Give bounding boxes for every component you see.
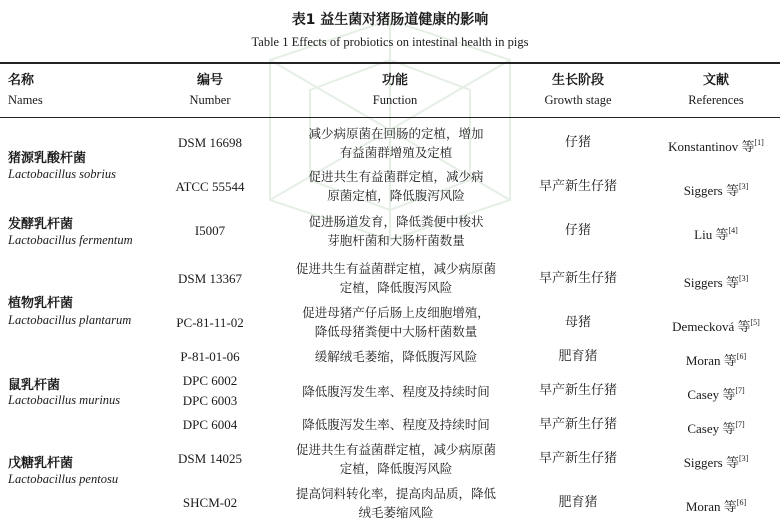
strain-number: ATCC 55544 — [175, 179, 245, 194]
reference-index: [3] — [738, 274, 749, 283]
reference — [652, 134, 780, 156]
function-line: 促进肠道发育，降低粪便中梭状 — [308, 214, 484, 229]
header-name-en: Names — [8, 93, 43, 107]
reference-author: Moran 等 — [685, 353, 737, 368]
function-line: 降低腹泻发生率、程度及持续时间 — [302, 417, 490, 432]
header-number-cn: 编号 — [196, 73, 223, 88]
reference — [652, 450, 780, 472]
header-number-en: Number — [189, 93, 231, 107]
header-stage-en: Growth stage — [544, 93, 612, 107]
species-name-cn: 植物乳杆菌 — [8, 296, 74, 311]
function-line: 提高饲料转化率，提高肉品质，降低 — [295, 486, 496, 501]
reference-index: [1] — [754, 138, 764, 147]
reference-index: [6] — [736, 352, 747, 361]
reference-author: Demecková 等 — [672, 319, 751, 334]
strain-number: DSM 13367 — [178, 271, 242, 286]
top-rule — [0, 62, 780, 64]
table-title-en: Table 1 Effects of probiotics on intestinal health in pigs — [251, 35, 529, 49]
reference-author: Casey 等 — [687, 387, 736, 402]
strain-number: I5007 — [194, 223, 226, 238]
header-refs-cn: 文献 — [702, 73, 729, 88]
reference-author: Siggers 等 — [683, 275, 739, 290]
growth-stage: 早产新生仔猪 — [538, 383, 617, 398]
species-name-cn: 戊糖乳杆菌 — [8, 456, 74, 471]
reference-author: Siggers 等 — [683, 455, 739, 470]
function-line: 降低腹泻发生率、程度及持续时间 — [302, 384, 490, 399]
reference-index: [7] — [735, 420, 745, 429]
species-name-latin: Lactobacillus fermentum — [8, 233, 133, 247]
function-line: 芽胞杆菌和大肠杆菌数量 — [327, 233, 465, 248]
reference-author: Siggers 等 — [683, 183, 739, 198]
header-function-en: Function — [372, 93, 418, 107]
reference — [652, 348, 780, 370]
growth-stage: 母猪 — [564, 315, 591, 330]
reference-index: [4] — [728, 226, 738, 235]
strain-number: DSM 16698 — [178, 135, 242, 150]
function-line: 促进共生有益菌群定植，减少病原菌 — [295, 261, 496, 276]
growth-stage: 早产新生仔猪 — [538, 417, 617, 432]
header-stage-cn: 生长阶段 — [551, 73, 604, 88]
reference-author: Casey 等 — [687, 421, 736, 436]
function-line: 定植，降低腹泻风险 — [339, 461, 453, 476]
reference — [652, 416, 780, 438]
reference — [652, 382, 780, 404]
reference-index: [3] — [738, 182, 749, 191]
function-line: 促进共生有益菌群定植，减少病原菌 — [295, 442, 496, 457]
reference — [652, 222, 780, 244]
reference-index: [6] — [736, 498, 747, 507]
strain-number: DPC 6004 — [182, 417, 238, 432]
strain-number: DPC 6002 — [182, 373, 238, 388]
function-line: 原菌定植，降低腹泻风险 — [327, 188, 465, 203]
strain-number: DPC 6003 — [182, 393, 238, 408]
reference — [652, 270, 780, 292]
growth-stage: 早产新生仔猪 — [538, 271, 617, 286]
strain-number: SHCM-02 — [182, 495, 238, 510]
species-name-cn: 鼠乳杆菌 — [8, 378, 61, 393]
reference-index: [3] — [738, 454, 749, 463]
strain-number: DSM 14025 — [178, 451, 242, 466]
reference — [652, 178, 780, 200]
function-line: 降低母猪粪便中大肠杆菌数量 — [314, 324, 478, 339]
species-name-cn: 发酵乳杆菌 — [8, 217, 74, 232]
strain-number: P-81-01-06 — [180, 349, 240, 364]
function-line: 有益菌群增殖及定植 — [339, 145, 453, 160]
reference-author: Moran 等 — [685, 499, 737, 514]
function-line: 促进母猪产仔后肠上皮细胞增殖， — [302, 305, 490, 320]
table-title-cn: 表1 益生菌对猪肠道健康的影响 — [291, 12, 489, 28]
reference-author: Konstantinov 等 — [668, 139, 755, 154]
growth-stage: 仔猪 — [564, 223, 591, 238]
species-name-latin: Lactobacillus sobrius — [8, 167, 116, 181]
function-line: 绒毛萎缩风险 — [358, 505, 434, 520]
header-function-cn: 功能 — [381, 73, 408, 88]
function-line: 定植，降低腹泻风险 — [339, 280, 453, 295]
reference-index: [7] — [735, 386, 745, 395]
species-name-latin: Lactobacillus pentosu — [8, 472, 119, 486]
reference — [652, 494, 780, 516]
species-name-cn: 猪源乳酸杆菌 — [8, 151, 87, 166]
header-rule — [0, 117, 780, 118]
header-refs-en: References — [688, 93, 744, 107]
growth-stage: 早产新生仔猪 — [538, 179, 617, 194]
growth-stage: 仔猪 — [564, 135, 591, 150]
header-name-cn: 名称 — [8, 73, 35, 88]
growth-stage: 肥育猪 — [558, 349, 598, 364]
function-line: 促进共生有益菌群定植，减少病 — [308, 169, 484, 184]
strain-number: PC-81-11-02 — [176, 315, 244, 330]
function-line: 减少病原菌在回肠的定植，增加 — [308, 126, 484, 141]
reference-author: Liu 等 — [694, 227, 729, 242]
reference — [652, 314, 780, 336]
growth-stage: 肥育猪 — [558, 495, 598, 510]
reference-index: [5] — [750, 318, 760, 327]
species-name-latin: Lactobacillus murinus — [8, 393, 121, 407]
growth-stage: 早产新生仔猪 — [538, 451, 617, 466]
function-line: 缓解绒毛萎缩，降低腹泻风险 — [314, 349, 478, 364]
species-name-latin: Lactobacillus plantarum — [8, 313, 132, 327]
